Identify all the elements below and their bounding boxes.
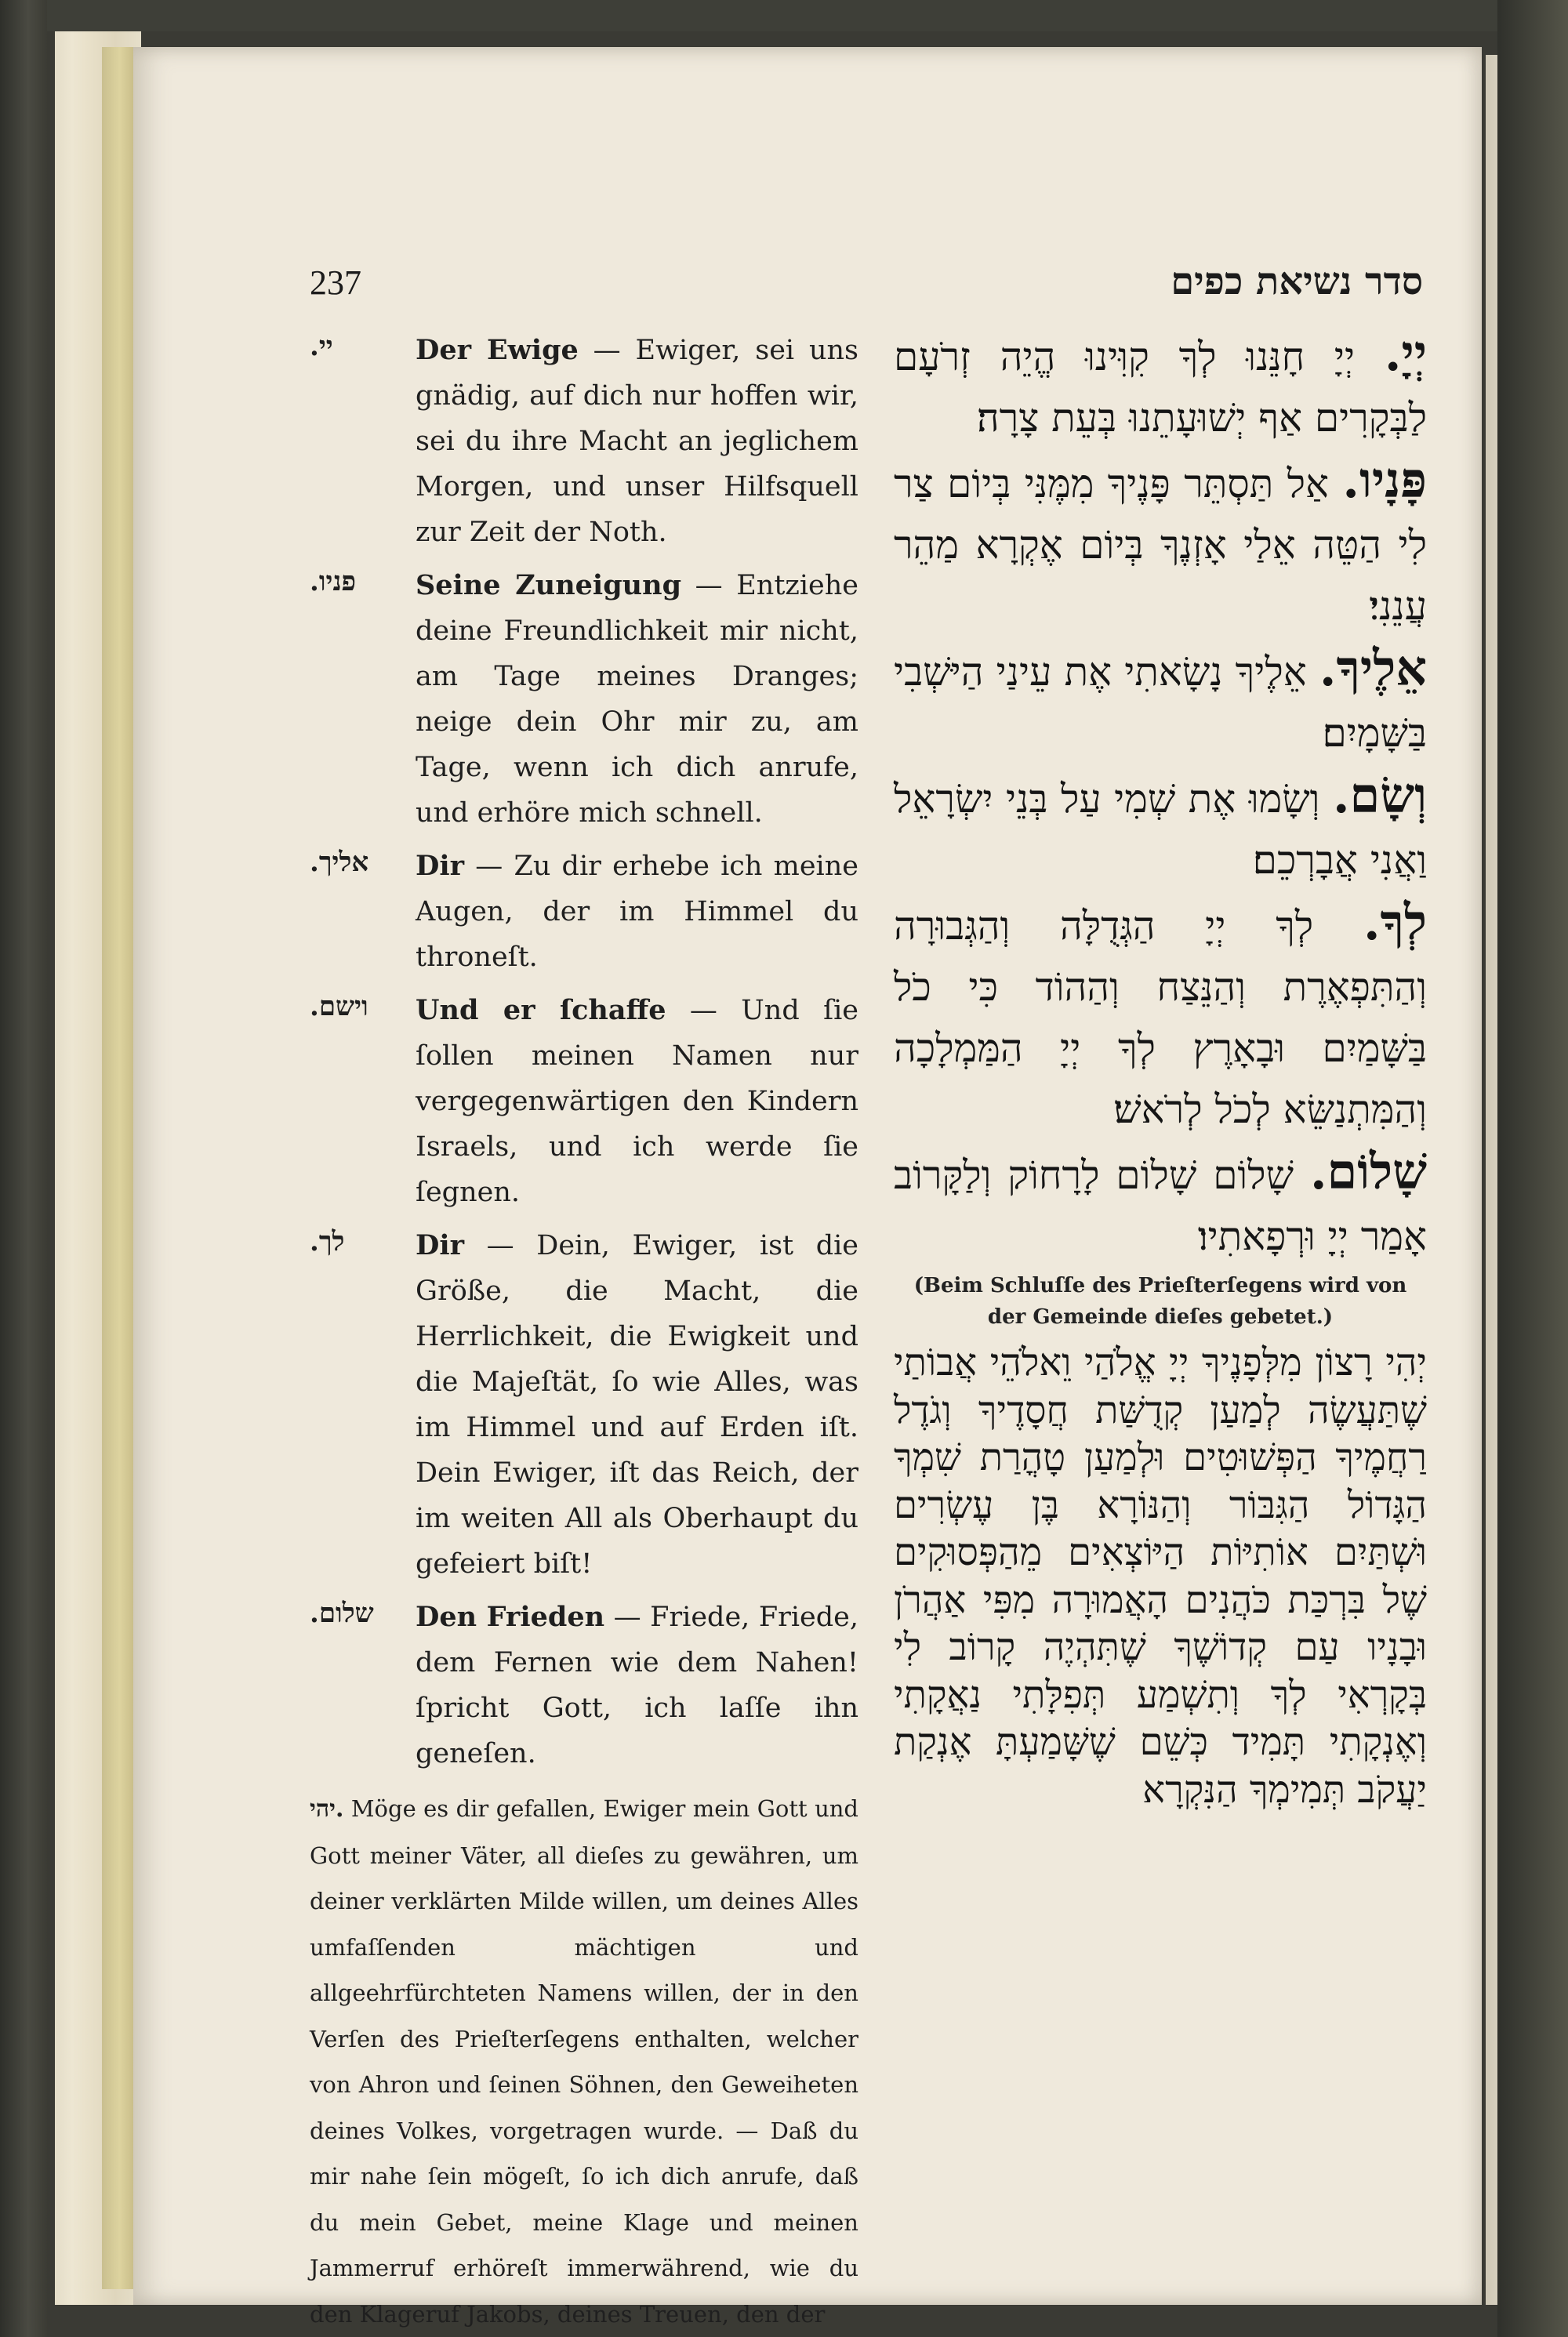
hebrew-text: יְיָ חָנֵּנוּ לְךָ קִוִּינוּ הֱיֵה זְרֹעָם לַבְּקָרִים אַף יְשׁוּעָתֵנוּ בְּעֵת צָרָה׃ — [894, 334, 1427, 441]
book-cover-right — [1497, 0, 1568, 2337]
page-number: 237 — [310, 263, 361, 302]
entry-lemma: Und er ſchaffe — [416, 994, 666, 1026]
hebrew-key: שָׁלוֹם. — [1309, 1143, 1427, 1200]
entry-text: — Entziehe deine Freundlichkeit mir nicht, am Tage meines Dranges; neige dein Ohr mir zu, am Tage, wenn ich dich anrufe, und erhöre mich schnell. — [416, 570, 858, 829]
hebrew-text: שָׁלוֹם שָׁלוֹם לָרָחוֹק וְלַקָּרוֹב אָמַר יְיָ וּרְפָאתִיו׃ — [894, 1152, 1427, 1259]
entry-lemma: Seine Zuneigung — [416, 569, 682, 601]
prayer-text: Möge es dir gefallen, Ewiger mein Gott und Gott meiner Väter, all dieſes zu gewähren, um deiner verklärten Milde willen, um deines Alles umfaſſenden mächtigen und allgeehrfürchteten Namens willen, der in den Verſen des Prieſterſegens enthalten, welcher von Ahron und ſeinen Söhnen, den Geweiheten deines Volkes, vorgetragen wurde. — Daß du mir nahe ſein mögeſt, ſo ich dich anrufe, daß du mein Gebet, meine Klage und meinen Jammerruf erhöreſt immerwährend, wie du den Klageruf Jakobs, deines Treuen, den der — [310, 1795, 858, 2328]
german-entry — [310, 328, 858, 555]
hebrew-text: אַל תַּסְתֵּר פָּנֶיךָ מִמֶּנִּי בְּיוֹם צַר לִי הַטֵּה אֵלַי אָזְנֶךָ בְּיוֹם אֶקְרָא מַהֵר עֲנֵנִי׃ — [894, 461, 1427, 629]
hebrew-prayer: יְהִי רָצוֹן מִלְּפָנֶיךָ יְיָ אֱלֹהַי וֵאלֹהֵי אֲבוֹתַי שֶׁתַּעֲשֶׂה לְמַעַן קְדֻשַּׁת חֲסָדֶיךָ וְגֹדֶל רַחֲמֶיךָ הַפְּשׁוּטִים וּלְמַעַן טָהֳרַת שִׁמְךָ הַגָּדוֹל הַגִּבּוֹר וְהַנּוֹרָא בֶּן עֶשְׂרִים וּשְׁתַּיִם אוֹתִיּוֹת הַיּוֹצְאִים מֵהַפְּסוּקִים שֶׁל בִּרְכַּת כֹּהֲנִים הָאֲמוּרָה מִפִּי אַהֲרֹן וּבָנָיו עַם קְדוֹשֶׁךָ שֶׁתִּהְיֶה קָרוֹב לִי בְּקָרְאִי לְךָ וְתִשְׁמַע תְּפִלָּתִי נַאֲקָתִי וְאֶנְקָתִי תָּמִיד כְּשֵׁם שֶׁשָּׁמַעְתָּ אֶנְקַת יַעֲקֹב תְּמִימְךָ הַנִּקְרָא — [894, 1341, 1427, 1812]
hebrew-entry — [894, 892, 1427, 1140]
entry-key: שלום. — [310, 1598, 374, 1629]
prayer-key: יהי. — [310, 1795, 344, 1823]
entry-key: לך. — [310, 1226, 345, 1257]
german-prayer — [310, 1786, 858, 2337]
german-entry — [310, 988, 858, 1215]
hebrew-entry — [894, 765, 1427, 891]
entry-lemma: Dir — [416, 850, 465, 882]
hebrew-column — [894, 323, 1427, 1813]
german-entry — [310, 1595, 858, 1776]
hebrew-key: וְשָׂם. — [1332, 767, 1427, 824]
hebrew-note: (Beim Schluſſe des Prieſterſegens wird von der Gemeinde dieſes gebetet.) — [913, 1274, 1407, 1329]
hebrew-entry — [894, 1141, 1427, 1267]
hebrew-key: יְיָ. — [1384, 325, 1427, 382]
entry-lemma: Der Ewige — [416, 334, 579, 366]
entry-text: — Ewiger, sei uns gnädig, auf dich nur hoffen wir, sei du ihre Macht an jeglichem Morgen, und unser Hilfsquell zur Zeit der Noth. — [416, 335, 858, 548]
entry-text: — Zu dir erhebe ich meine Augen, der im Himmel du throneſt. — [416, 851, 858, 973]
hebrew-entry — [894, 323, 1427, 448]
hebrew-text: אֵלֶיךָ נָשָׂאתִי אֶת עֵינַי הַיּשְׁבִי בַּשָּׁמָיִם׃ — [894, 649, 1427, 756]
hebrew-key: לְךָ. — [1363, 894, 1427, 951]
page-header — [310, 259, 1423, 318]
hebrew-entry — [894, 638, 1427, 764]
entry-key: פניו. — [310, 566, 357, 597]
german-entry — [310, 844, 858, 980]
hebrew-text: וְשָׂמוּ אֶת שְׁמִי עַל בְּנֵי יִשְׂרָאֵל וַאֲנִי אֲבָרְכֵם׃ — [894, 776, 1427, 883]
hebrew-key: פָּנָיו. — [1342, 452, 1427, 509]
hebrew-entry — [894, 450, 1427, 637]
german-column — [310, 328, 858, 2337]
book-cover-top — [0, 0, 1568, 31]
german-entry — [310, 1223, 858, 1587]
gilt-edge — [102, 47, 137, 2289]
running-title: סדר נשיאת כפים — [1171, 259, 1423, 303]
hebrew-key: אֵלֶיךָ. — [1319, 640, 1427, 697]
entry-text: — Friede, Friede, dem Fernen wie dem Nahen! ſpricht Gott, ich laſſe ihn geneſen. — [416, 1602, 858, 1769]
book-cover-left — [0, 0, 47, 2337]
entry-key: אליך. — [310, 847, 369, 878]
hebrew-text: לְךָ יְיָ הַגְּדֻלָּה וְהַגְּבוּרָה וְהַתִּפְאֶרֶת וְהַנֵּצַח וְהַהוֹד כִּי כֹל בַּשָּׁמַיִם וּבָאָרֶץ לְךָ יְיָ הַמַּמְלָכָה וְהַמִּתְנַשֵּׂא לְכֹל לְרֹאשׁ׃ — [894, 903, 1427, 1132]
entry-text: — Dein, Ewiger, ist die Größe, die Macht, die Herrlichkeit, die Ewigkeit und die Majeſtät, ſo wie Alles, was im Himmel und auf Erden iſt. Dein Ewiger, iſt das Reich, der im weiten All als Oberhaupt du gefeiert biſt! — [416, 1230, 858, 1580]
entry-text: — Und ſie ſollen meinen Namen nur vergegenwärtigen den Kindern Israels, und ich werde ſie ſegnen. — [416, 995, 858, 1208]
entry-key: וישם. — [310, 991, 368, 1022]
entry-lemma: Den Frieden — [416, 1601, 605, 1633]
entry-key: יי. — [310, 331, 333, 362]
entry-lemma: Dir — [416, 1229, 465, 1261]
german-entry — [310, 563, 858, 836]
